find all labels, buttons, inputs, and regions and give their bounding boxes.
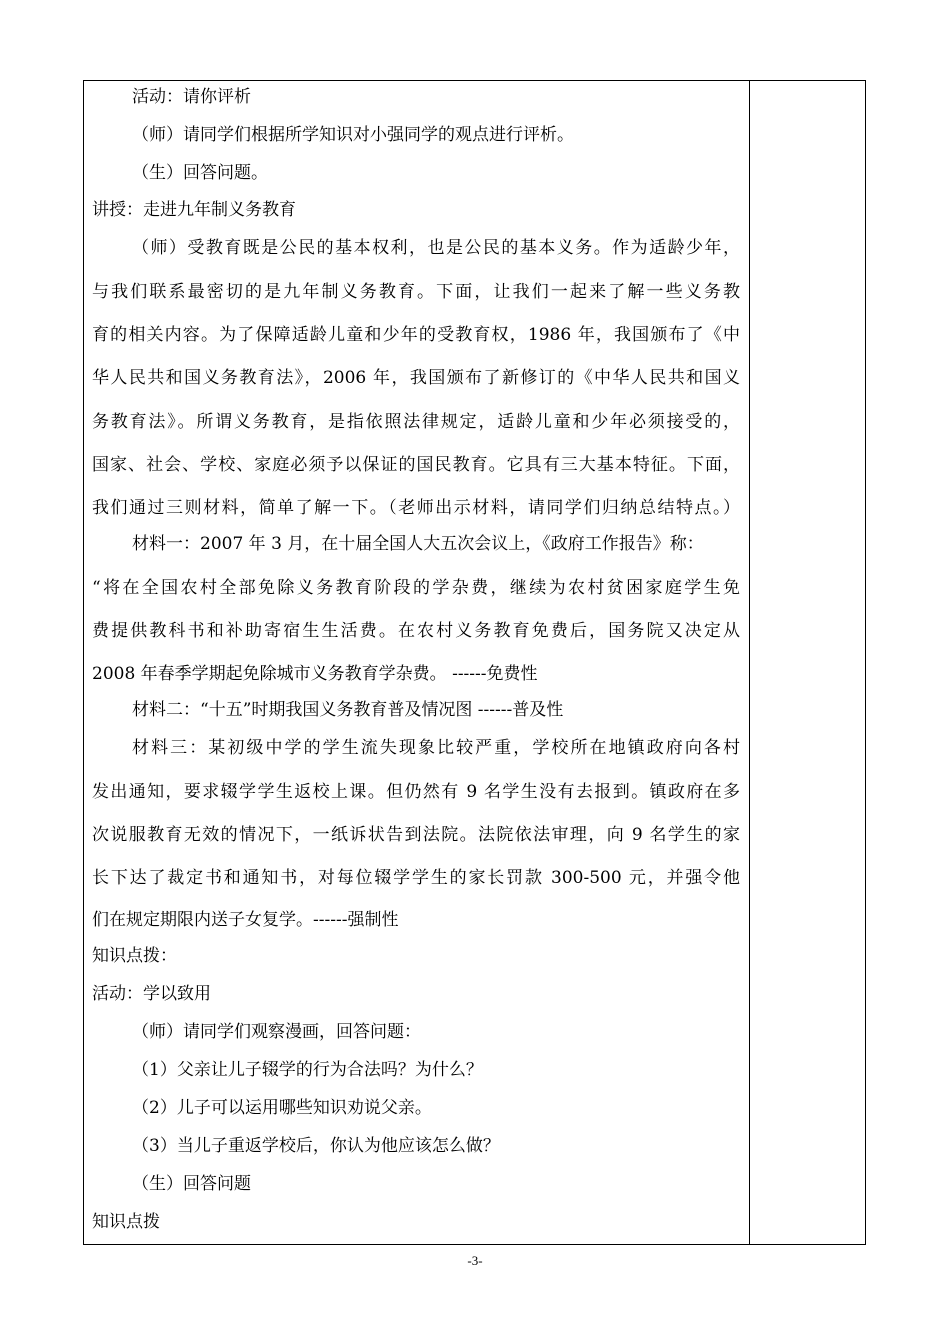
material-three-line: 发出通知，要求辍学学生返校上课。但仍然有 9 名学生没有去报到。镇政府在多 — [92, 782, 740, 802]
teacher-instruction: （师）请同学们根据所学知识对小强同学的观点进行评析。 — [132, 125, 574, 145]
lecture-heading: 讲授：走进九年制义务教育 — [92, 200, 296, 220]
activity-heading: 活动：学以致用 — [92, 984, 211, 1004]
page-number: -3- — [467, 1253, 483, 1268]
paragraph-line: 我们通过三则材料，简单了解一下。（老师出示材料，请同学们归纳总结特点。） — [92, 498, 740, 518]
question-item: （1）父亲让儿子辍学的行为合法吗？为什么？ — [132, 1060, 483, 1080]
knowledge-tip-heading: 知识点拨： — [92, 946, 177, 966]
paragraph-line: 国家、社会、学校、家庭必须予以保证的国民教育。它具有三大基本特征。下面， — [92, 455, 740, 475]
paragraph-line: 与我们联系最密切的是九年制义务教育。下面，让我们一起来了解一些义务教 — [92, 282, 740, 302]
material-three-line: 们在规定期限内送子女复学。------强制性 — [92, 910, 399, 930]
paragraph-line: 务教育法》。所谓义务教育，是指依照法律规定，适龄儿童和少年必须接受的， — [92, 412, 740, 432]
column-divider — [749, 81, 750, 1244]
material-two-line: 材料二：“十五”时期我国义务教育普及情况图 ------普及性 — [132, 700, 564, 720]
question-item: （2）儿子可以运用哪些知识劝说父亲。 — [132, 1098, 432, 1118]
material-three-line: 长下达了裁定书和通知书，对每位辍学学生的家长罚款 300-500 元，并强令他 — [92, 868, 740, 888]
material-three-line: 次说服教育无效的情况下，一纸诉状告到法院。法院依法审理，向 9 名学生的家 — [92, 825, 740, 845]
paragraph-line: 华人民共和国义务教育法》，2006 年，我国颁布了新修订的《中华人民共和国义 — [92, 368, 740, 388]
student-response: （生）回答问题 — [132, 1174, 251, 1194]
material-one-line: 费提供教科书和补助寄宿生生活费。在农村义务教育免费后，国务院又决定从 — [92, 621, 740, 641]
material-one-line: 材料一：2007 年 3 月，在十届全国人大五次会议上，《政府工作报告》称： — [132, 534, 704, 554]
lesson-content-cell — [84, 81, 744, 1244]
teacher-instruction: （师）请同学们观察漫画，回答问题： — [132, 1022, 421, 1042]
material-three-line: 材料三：某初级中学的学生流失现象比较严重，学校所在地镇政府向各村 — [132, 738, 740, 758]
lesson-table — [83, 80, 866, 1245]
paragraph-line: （师）受教育既是公民的基本权利，也是公民的基本义务。作为适龄少年， — [132, 238, 740, 258]
question-item: （3）当儿子重返学校后，你认为他应该怎么做？ — [132, 1136, 500, 1156]
activity-heading: 活动：请你评析 — [132, 87, 251, 107]
material-one-line: “将在全国农村全部免除义务教育阶段的学杂费，继续为农村贫困家庭学生免 — [92, 578, 740, 598]
material-one-line: 2008 年春季学期起免除城市义务教育学杂费。 ------免费性 — [92, 664, 538, 684]
paragraph-line: 育的相关内容。为了保障适龄儿童和少年的受教育权，1986 年，我国颁布了《中 — [92, 325, 740, 345]
student-response: （生）回答问题。 — [132, 163, 268, 183]
knowledge-tip-heading: 知识点拨 — [92, 1212, 160, 1232]
